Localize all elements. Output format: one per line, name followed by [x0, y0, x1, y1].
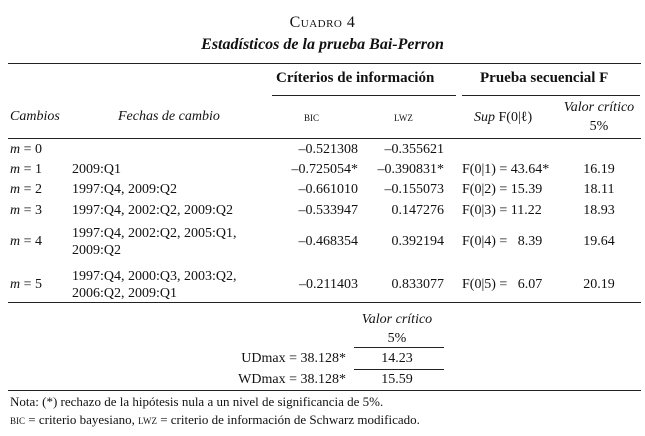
body-bottom-rule	[8, 302, 641, 303]
row-f-test: F(0|4) = 8.39	[462, 234, 543, 249]
row-lwz: 0.833077	[391, 277, 444, 292]
row-bic: –0.521308	[298, 142, 358, 157]
header-sequential-test: Prueba secuencial F	[480, 70, 609, 86]
header-valor-critico: Valor crítico	[563, 100, 635, 115]
row-bic: –0.533947	[298, 203, 358, 218]
bottom-rule-2	[354, 369, 444, 370]
row-date-line: 2009:Q2	[72, 243, 121, 258]
note-lwz-desc: = criterio de información de Schwarz modificado.	[156, 412, 420, 427]
row-cambios: m = 4	[10, 234, 43, 249]
row-date-line: 1997:Q4, 2009:Q2	[72, 182, 177, 197]
row-bic: –0.468354	[298, 234, 358, 249]
udmax-crit: 14.23	[381, 351, 413, 366]
row-date-line: 1997:Q4, 2000:Q3, 2003:Q2,	[72, 269, 237, 284]
row-bic: –0.211403	[299, 277, 358, 292]
row-crit: 20.19	[583, 277, 615, 292]
row-crit: 19.64	[583, 234, 615, 249]
header-rule	[8, 138, 641, 139]
row-date-line: 1997:Q4, 2002:Q2, 2009:Q2	[72, 203, 233, 218]
note-bic-desc: = criterio bayesiano,	[25, 412, 139, 427]
note-line-1: Nota: (*) rechazo de la hipótesis nula a un nivel de significancia de 5%.	[10, 394, 384, 409]
table-subtitle: Estadísticos de la prueba Bai-Perron	[201, 36, 444, 53]
row-lwz: –0.390831*	[377, 162, 444, 177]
row-date-line: 1997:Q4, 2002:Q2, 2005:Q1,	[72, 226, 237, 241]
row-f-test: F(0|5) = 6.07	[462, 277, 543, 292]
row-cambios: m = 0	[10, 142, 43, 157]
row-bic: –0.725054*	[291, 162, 358, 177]
row-f-test: F(0|2) = 15.39	[462, 182, 543, 197]
header-info-criteria: Críterios de información	[276, 70, 435, 86]
row-date-line: 2009:Q1	[72, 162, 121, 177]
table-title: Cuadro 4	[289, 14, 356, 31]
wdmax-label: WDmax = 38.128*	[238, 372, 346, 387]
header-cambios: Cambios	[10, 109, 60, 124]
note-lwz-abbr: lwz	[138, 412, 157, 427]
bottom-valor-critico: Valor crítico	[361, 312, 433, 327]
rule-sequential-test	[462, 95, 640, 96]
wdmax-crit: 15.59	[381, 372, 413, 387]
header-sup-prefix: Sup	[474, 110, 495, 125]
row-crit: 18.93	[583, 203, 615, 218]
row-lwz: 0.392194	[391, 234, 444, 249]
row-lwz: –0.155073	[384, 182, 444, 197]
note-bic-abbr: bic	[10, 412, 26, 427]
header-sup-stat: F(0|ℓ)	[498, 110, 533, 125]
top-rule	[8, 63, 641, 64]
header-sup-f	[474, 109, 532, 126]
header-fechas: Fechas de cambio	[118, 109, 220, 124]
header-lwz: lwz	[394, 109, 413, 124]
note-line-2	[10, 412, 420, 428]
notes-rule	[8, 390, 641, 391]
bottom-rule-1	[354, 347, 444, 348]
row-crit: 16.19	[583, 162, 615, 177]
row-cambios: m = 5	[10, 277, 43, 292]
row-lwz: –0.355621	[384, 142, 444, 157]
header-bic: bic	[304, 109, 320, 124]
row-bic: –0.661010	[298, 182, 358, 197]
row-cambios: m = 1	[10, 162, 43, 177]
row-date-line: 2006:Q2, 2009:Q1	[72, 286, 177, 301]
row-lwz: 0.147276	[391, 203, 444, 218]
row-crit: 18.11	[583, 182, 615, 197]
bottom-valor-pct: 5%	[387, 331, 407, 346]
header-valor-pct: 5%	[589, 119, 609, 134]
row-cambios: m = 2	[10, 182, 43, 197]
row-f-test: F(0|3) = 11.22	[462, 203, 542, 218]
udmax-label: UDmax = 38.128*	[241, 351, 346, 366]
rule-info-criteria	[272, 95, 456, 96]
row-f-test: F(0|1) = 43.64*	[462, 162, 550, 177]
row-cambios: m = 3	[10, 203, 43, 218]
